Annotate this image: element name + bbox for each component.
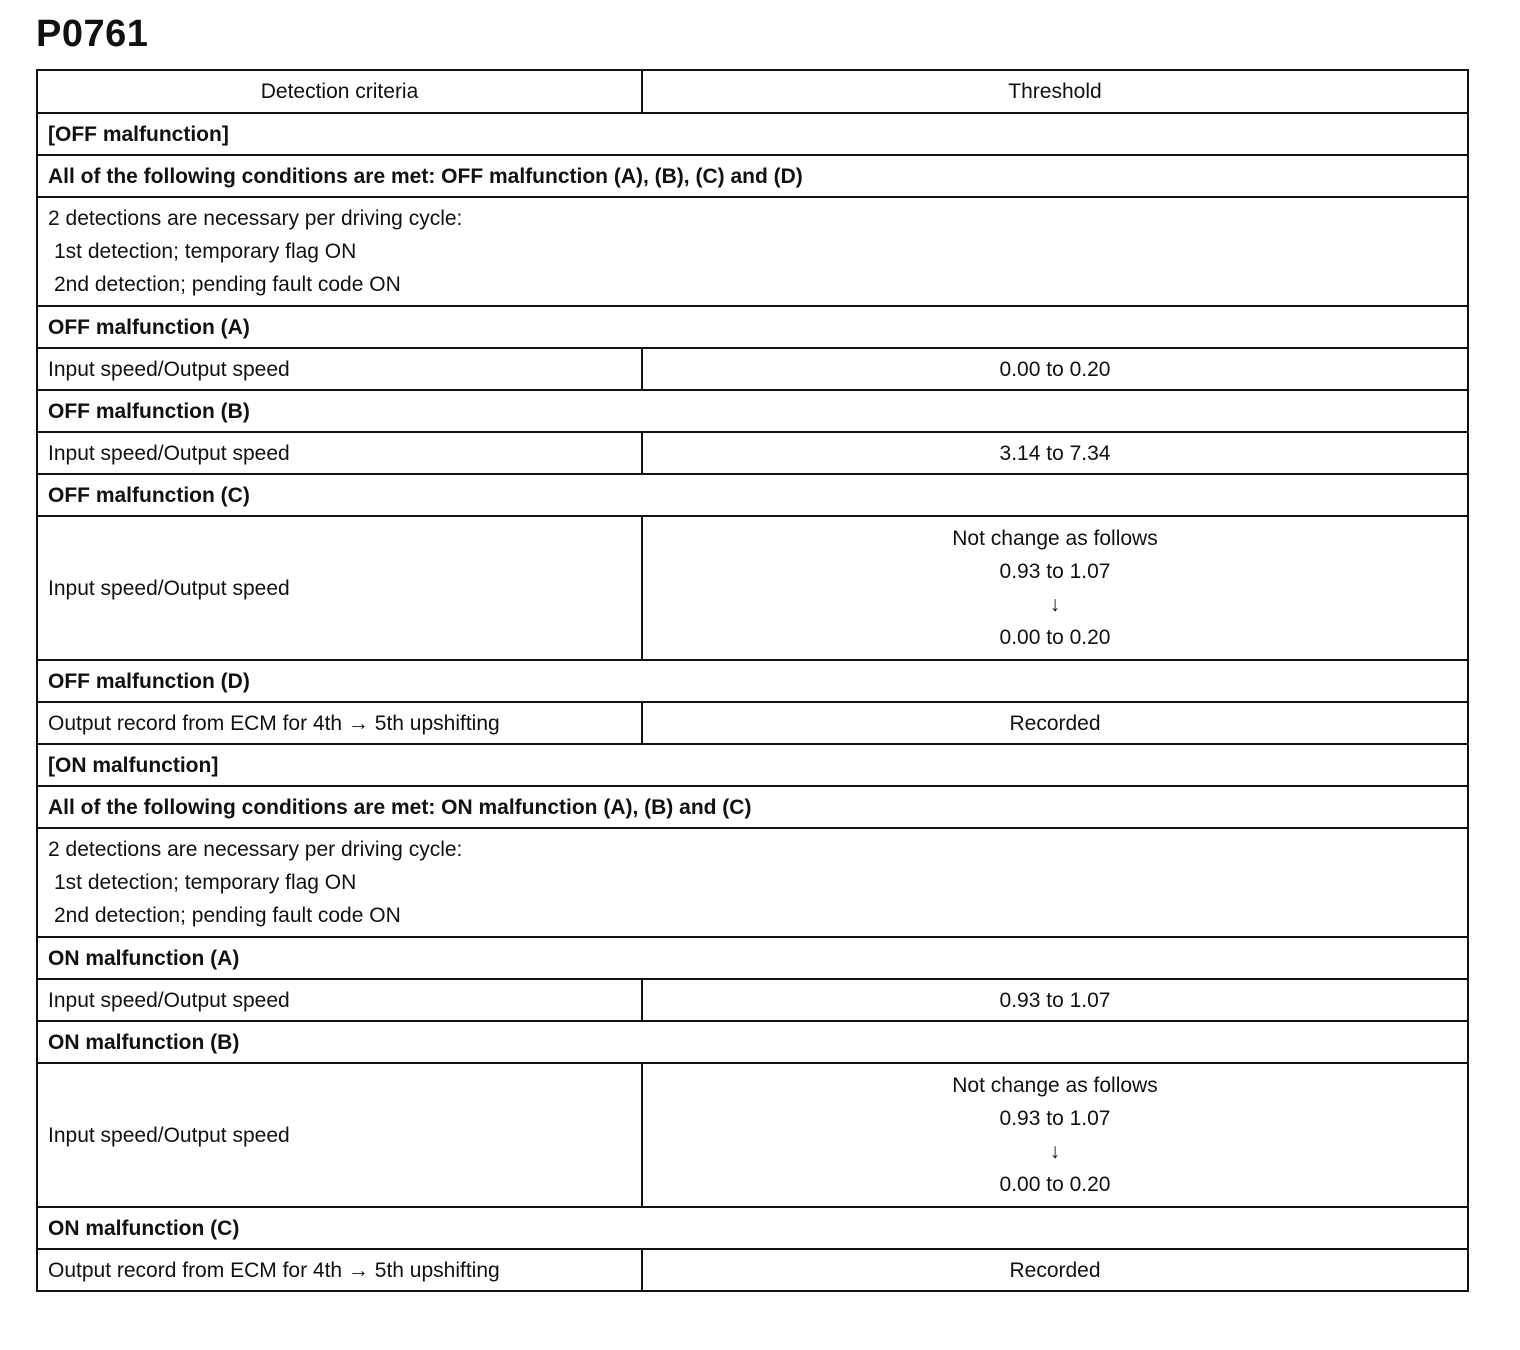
section-heading: OFF malfunction (B) <box>37 390 1468 432</box>
criteria-cell: Input speed/Output speed <box>37 1063 642 1207</box>
threshold-cell: Recorded <box>642 1249 1468 1291</box>
table-row <box>37 1249 1468 1291</box>
table-row <box>37 660 1468 702</box>
table-row <box>37 348 1468 390</box>
table-body <box>37 113 1468 1291</box>
note-line: 1st detection; temporary flag ON <box>54 240 357 263</box>
criteria-cell: Input speed/Output speed <box>37 348 642 390</box>
table-row <box>37 702 1468 744</box>
threshold-line: ↓ <box>1049 593 1061 616</box>
table-row <box>37 1063 1468 1207</box>
section-heading: OFF malfunction (D) <box>37 660 1468 702</box>
threshold-cell <box>642 1063 1468 1207</box>
note-line: 2nd detection; pending fault code ON <box>54 273 401 296</box>
criteria-cell: Input speed/Output speed <box>37 432 642 474</box>
threshold-cell: 3.14 to 7.34 <box>642 432 1468 474</box>
table-row <box>37 937 1468 979</box>
threshold-cell: Recorded <box>642 702 1468 744</box>
threshold-column-header: Threshold <box>642 70 1468 113</box>
table-row <box>37 113 1468 155</box>
criteria-cell: Input speed/Output speed <box>37 979 642 1021</box>
section-heading: [OFF malfunction] <box>37 113 1468 155</box>
table-row <box>37 432 1468 474</box>
table-row <box>37 306 1468 348</box>
table-row <box>37 828 1468 937</box>
detection-criteria-table <box>36 69 1469 1292</box>
detection-note <box>37 197 1468 306</box>
table-row <box>37 197 1468 306</box>
note-line: 2nd detection; pending fault code ON <box>54 904 401 927</box>
header-row <box>37 70 1468 113</box>
threshold-line: 0.93 to 1.07 <box>999 1107 1111 1130</box>
threshold-line: 0.93 to 1.07 <box>999 560 1111 583</box>
table-row <box>37 155 1468 197</box>
table-row <box>37 474 1468 516</box>
table-row <box>37 744 1468 786</box>
section-heading: ON malfunction (A) <box>37 937 1468 979</box>
detection-note <box>37 828 1468 937</box>
table-row <box>37 786 1468 828</box>
threshold-cell: 0.93 to 1.07 <box>642 979 1468 1021</box>
criteria-cell: Input speed/Output speed <box>37 516 642 660</box>
note-line: 2 detections are necessary per driving cycle: <box>48 838 463 861</box>
section-heading: OFF malfunction (A) <box>37 306 1468 348</box>
threshold-line: Not change as follows <box>952 1074 1158 1097</box>
page-title: P0761 <box>36 13 149 55</box>
section-heading: [ON malfunction] <box>37 744 1468 786</box>
threshold-cell <box>642 516 1468 660</box>
table-row <box>37 979 1468 1021</box>
threshold-line: 0.00 to 0.20 <box>999 1173 1111 1196</box>
threshold-line: ↓ <box>1049 1140 1061 1163</box>
section-heading: All of the following conditions are met: OFF malfunction (A), (B), (C) and (D) <box>37 155 1468 197</box>
threshold-line: Not change as follows <box>952 527 1158 550</box>
threshold-line: 0.00 to 0.20 <box>999 626 1111 649</box>
section-heading: OFF malfunction (C) <box>37 474 1468 516</box>
table-row <box>37 1207 1468 1249</box>
section-heading: All of the following conditions are met: ON malfunction (A), (B) and (C) <box>37 786 1468 828</box>
section-heading: ON malfunction (B) <box>37 1021 1468 1063</box>
criteria-cell: Output record from ECM for 4th → 5th upshifting <box>37 702 642 744</box>
table-row <box>37 390 1468 432</box>
note-line: 1st detection; temporary flag ON <box>54 871 357 894</box>
criteria-column-header: Detection criteria <box>37 70 642 113</box>
table-header <box>37 70 1468 113</box>
threshold-cell: 0.00 to 0.20 <box>642 348 1468 390</box>
note-line: 2 detections are necessary per driving cycle: <box>48 207 463 230</box>
criteria-cell: Output record from ECM for 4th → 5th upshifting <box>37 1249 642 1291</box>
table-row <box>37 1021 1468 1063</box>
table-row <box>37 516 1468 660</box>
section-heading: ON malfunction (C) <box>37 1207 1468 1249</box>
